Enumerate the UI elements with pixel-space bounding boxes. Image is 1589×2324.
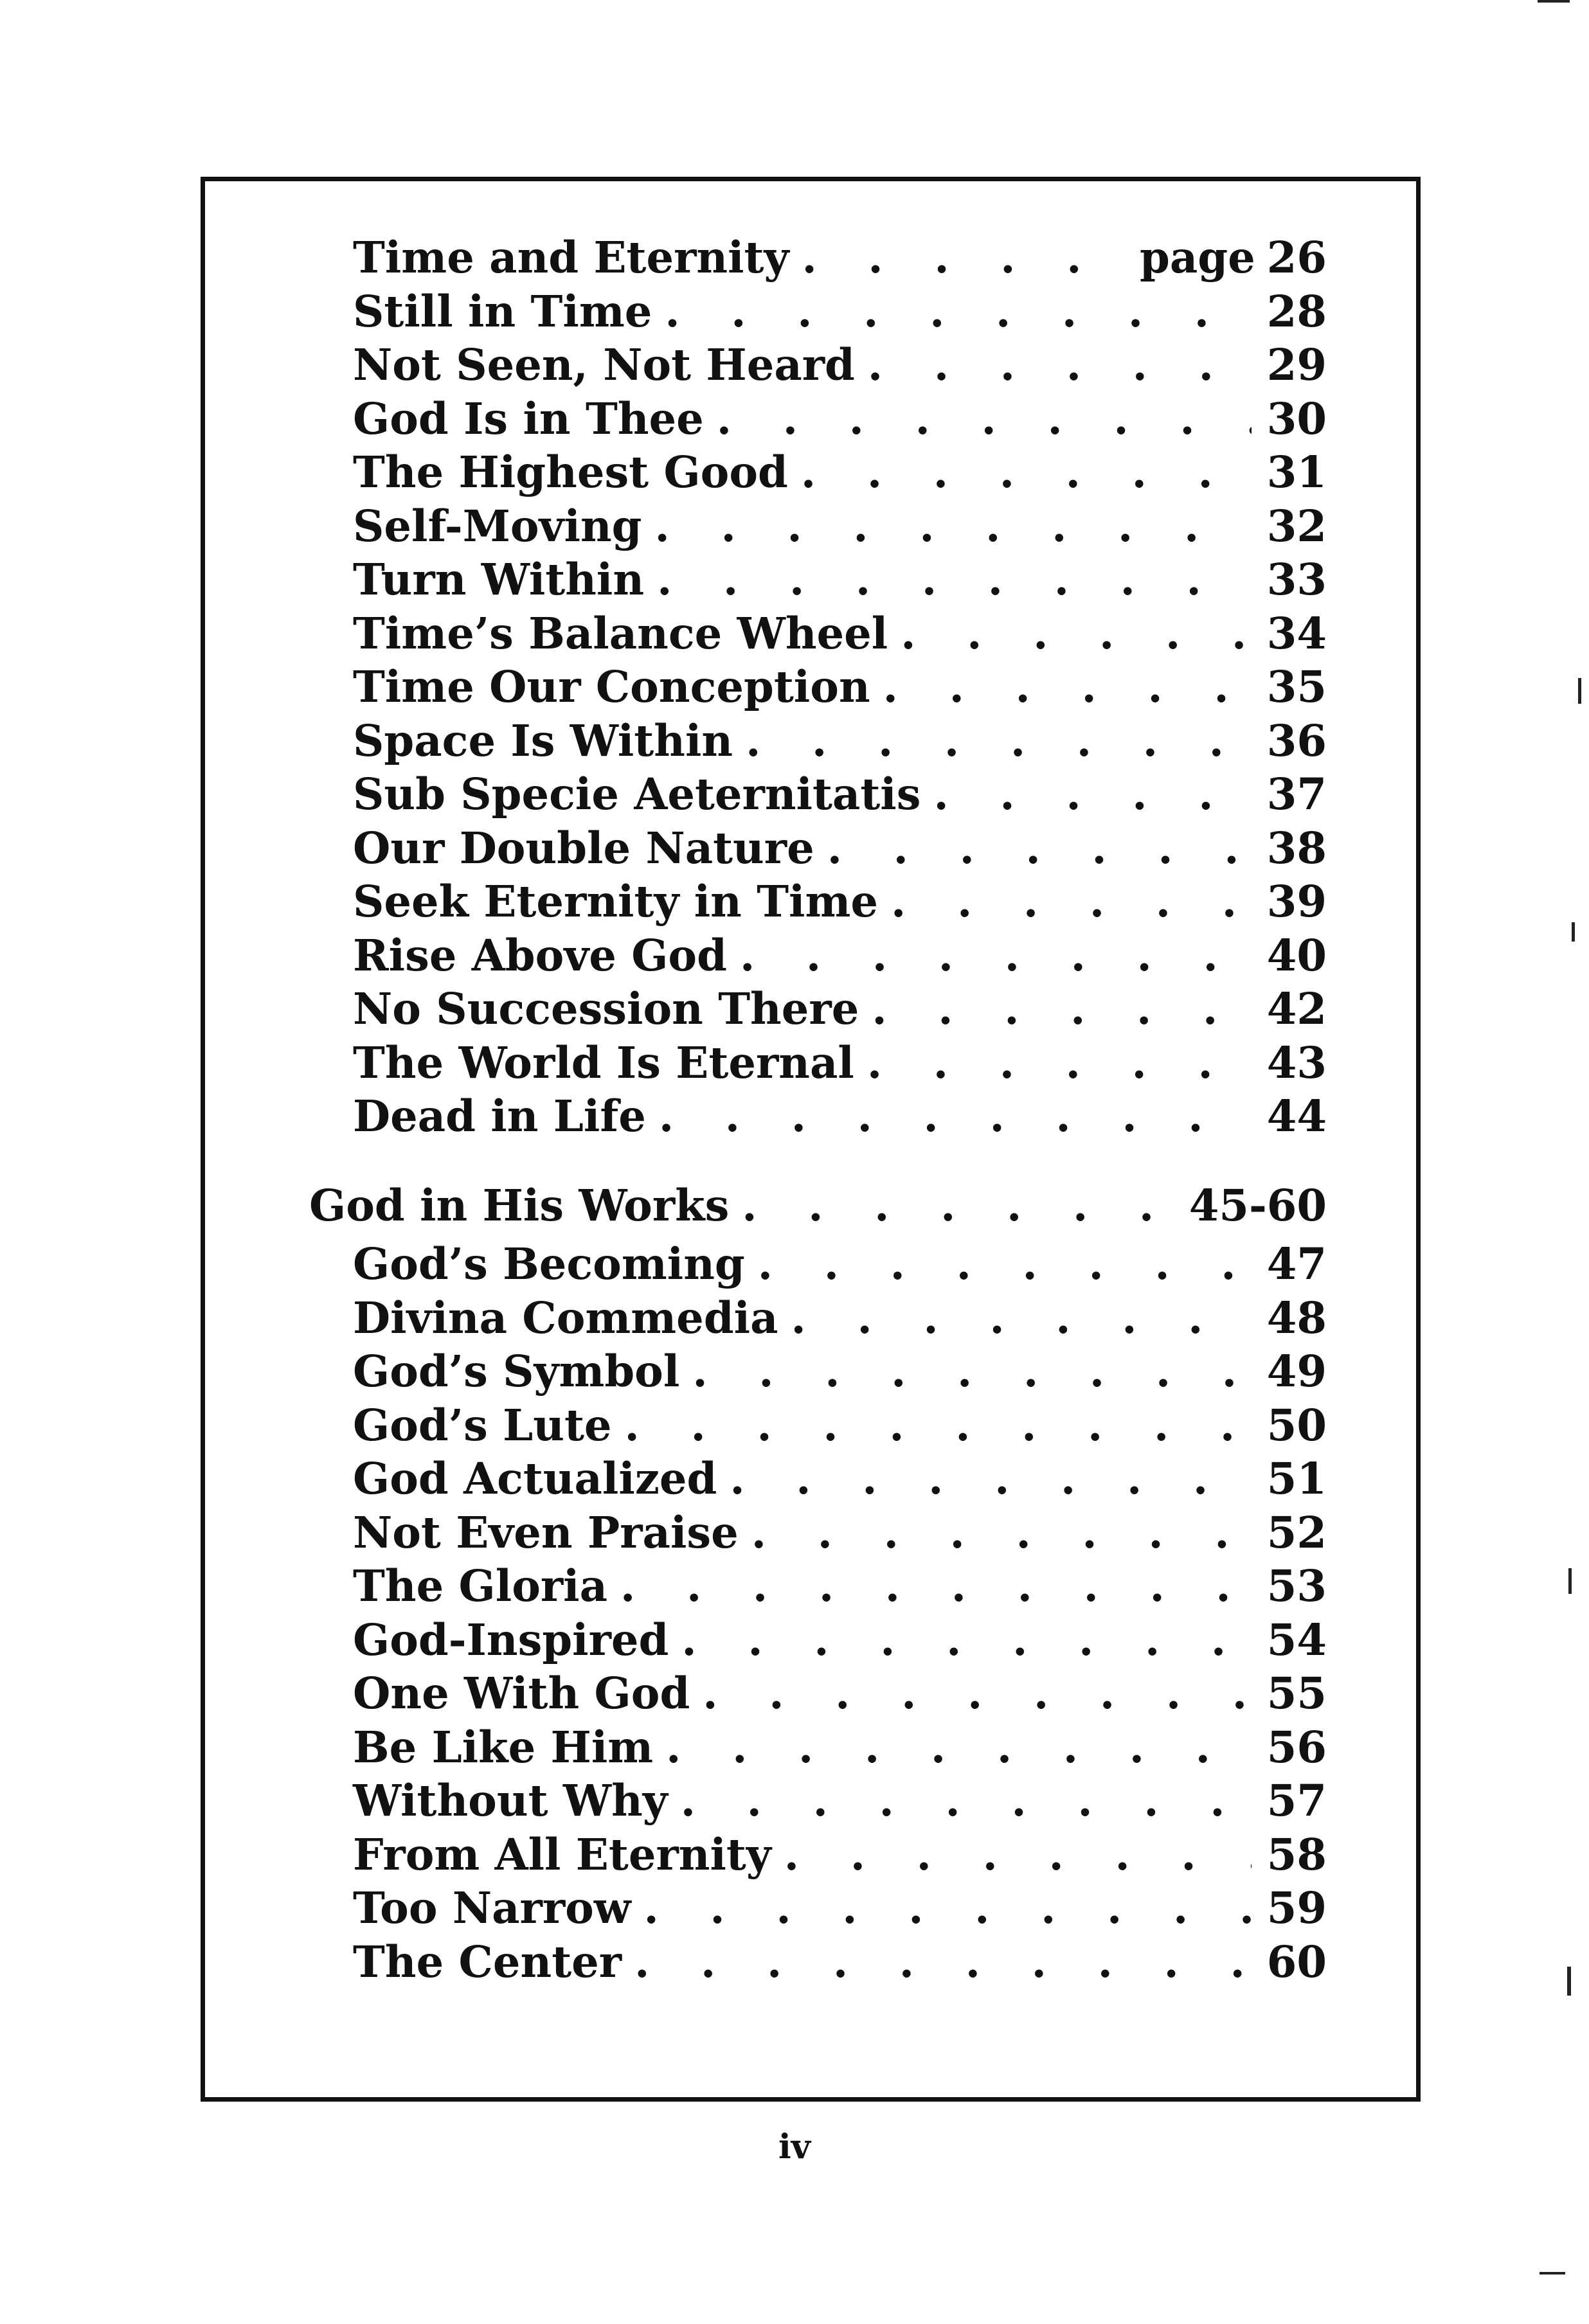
toc-entry: [353, 554, 1327, 612]
toc-entry-page: 31: [1266, 447, 1327, 497]
toc-entry-title: God’s Lute: [353, 1399, 612, 1451]
toc-entry-title: Time Our Conception: [353, 661, 870, 712]
toc-entry: [353, 1346, 1327, 1404]
toc-entry-title: Our Double Nature: [353, 822, 814, 873]
toc-entry-title: God’s Becoming: [353, 1238, 745, 1289]
toc-entry: [353, 929, 1327, 988]
toc-entry: [353, 500, 1327, 559]
dot-leader: [665, 290, 1251, 333]
toc-entry: [353, 1560, 1327, 1618]
scan-mark: [1538, 0, 1570, 3]
toc-entry-title: Dead in Life: [353, 1091, 646, 1141]
toc-entry: [353, 1506, 1327, 1565]
dot-leader: [883, 665, 1252, 708]
toc-entry-title: Sub Specie Aeternitatis: [353, 769, 921, 819]
dot-leader: [758, 1242, 1252, 1285]
toc-frame: [201, 177, 1421, 2102]
toc-entry: [353, 232, 1327, 290]
toc-entry-page: 57: [1266, 1775, 1327, 1826]
toc-entry-title: Divina Commedia: [353, 1292, 778, 1343]
toc-entry-page: 59: [1266, 1882, 1327, 1933]
dot-leader: [659, 1095, 1252, 1138]
toc-entry-title: God in His Works: [309, 1179, 730, 1231]
toc-entry-page: 28: [1266, 285, 1327, 337]
dot-leader: [625, 1404, 1252, 1447]
toc-entry: [353, 1882, 1327, 1940]
dot-leader: [634, 1940, 1252, 1983]
toc-entry-title: The Center: [353, 1936, 622, 1987]
dot-leader: [802, 236, 1124, 279]
toc-entry-title: Be Like Him: [353, 1721, 654, 1773]
toc-entry-page: 50: [1266, 1399, 1327, 1451]
toc-entry-title: Without Why: [353, 1775, 668, 1826]
toc-entry-title: Turn Within: [353, 554, 645, 605]
toc-entry-title: The World Is Eternal: [353, 1037, 854, 1088]
toc-section-heading: [309, 1179, 1327, 1238]
toc-entry-page: 38: [1266, 822, 1327, 873]
toc-entry-page: 39: [1266, 876, 1327, 927]
scan-mark: [1567, 1967, 1571, 1996]
scan-mark: [1578, 678, 1581, 704]
toc-entry-page: 30: [1266, 393, 1327, 444]
toc-entry-title: The Gloria: [353, 1560, 608, 1611]
toc-entry: [353, 1292, 1327, 1350]
dot-leader: [867, 1041, 1252, 1084]
toc-entry-title: Too Narrow: [353, 1882, 631, 1933]
toc-entry: [353, 339, 1327, 397]
toc-entry-page: 26: [1266, 232, 1327, 283]
toc-entry-page: 54: [1266, 1614, 1327, 1665]
toc-entry-page: 56: [1266, 1721, 1327, 1773]
dot-leader: [742, 1184, 1173, 1227]
toc-entry: [353, 1037, 1327, 1095]
toc-entry: [353, 1828, 1327, 1887]
toc-entry: [353, 876, 1327, 934]
toc-entry-page: 43: [1266, 1037, 1327, 1088]
toc-entry-page: 42: [1266, 983, 1327, 1034]
dot-leader: [692, 1350, 1251, 1393]
toc-entry-title: Not Seen, Not Heard: [353, 339, 855, 390]
toc-entry-title: One With God: [353, 1668, 690, 1719]
toc-entry-page: 58: [1266, 1828, 1327, 1880]
toc-entry-page: 32: [1266, 500, 1327, 551]
scan-mark: [1540, 2272, 1565, 2275]
dot-leader: [746, 719, 1252, 762]
toc-entry-page: 49: [1266, 1346, 1327, 1397]
dot-leader: [784, 1833, 1252, 1876]
toc-entry-page: 34: [1266, 607, 1327, 659]
toc-entry-page: 60: [1266, 1936, 1327, 1987]
toc-entry-title: Rise Above God: [353, 929, 727, 981]
toc-entry-page: 35: [1266, 661, 1327, 712]
dot-leader: [644, 1886, 1252, 1929]
toc-entry-title: Seek Eternity in Time: [353, 876, 879, 927]
toc-entry-title: God’s Symbol: [353, 1346, 680, 1397]
toc-entry: [353, 983, 1327, 1041]
toc-entry-title: Time and Eternity: [353, 232, 789, 283]
dot-leader: [681, 1618, 1251, 1661]
toc-entry: [353, 1614, 1327, 1672]
toc-entry-page: 48: [1266, 1292, 1327, 1343]
toc-entry-page: 51: [1266, 1453, 1327, 1504]
toc-entry: [353, 1238, 1327, 1296]
dot-leader: [681, 1779, 1252, 1822]
dot-leader: [872, 987, 1251, 1030]
toc-entry: [353, 1775, 1327, 1833]
toc-entry-page: 45-60: [1189, 1179, 1327, 1231]
toc-entry-title: No Succession There: [353, 983, 859, 1034]
dot-leader: [801, 451, 1252, 494]
toc-entry: [353, 607, 1327, 666]
toc-entry-title: Self-Moving: [353, 500, 642, 551]
toc-entry-title: Space Is Within: [353, 715, 733, 766]
toc-entry: [353, 1453, 1327, 1511]
toc-entry: [353, 1668, 1327, 1726]
toc-entry-page: 29: [1266, 339, 1327, 390]
dot-leader: [730, 1457, 1251, 1500]
toc-entry-title: God Actualized: [353, 1453, 717, 1504]
toc-entry: [353, 1936, 1327, 1994]
dot-leader: [891, 880, 1252, 923]
dot-leader: [703, 1672, 1251, 1715]
dot-leader: [827, 827, 1252, 870]
toc-entry: [353, 822, 1327, 880]
toc-entry-page: 44: [1266, 1091, 1327, 1141]
toc-entry: [353, 715, 1327, 773]
dot-leader: [901, 612, 1252, 655]
table-of-contents: [205, 181, 1416, 2097]
toc-entry-page: 40: [1266, 929, 1327, 981]
toc-entry: [353, 661, 1327, 719]
dot-leader: [868, 343, 1252, 386]
toc-entry-title: Still in Time: [353, 285, 652, 337]
toc-entry: [353, 285, 1327, 344]
toc-entry-page: 52: [1266, 1506, 1327, 1558]
dot-leader: [740, 934, 1252, 977]
dot-leader: [666, 1726, 1252, 1769]
toc-entry: [353, 393, 1327, 451]
dot-leader: [751, 1511, 1252, 1554]
toc-entry: [353, 1399, 1327, 1458]
toc-entry-page: 37: [1266, 769, 1327, 819]
dot-leader: [655, 505, 1252, 548]
toc-entry: [353, 1091, 1327, 1149]
page-label: page: [1140, 232, 1255, 283]
toc-entry-page: 33: [1266, 554, 1327, 605]
scan-mark: [1568, 1568, 1572, 1594]
toc-entry: [353, 1721, 1327, 1780]
dot-leader: [717, 397, 1252, 440]
toc-entry-title: God Is in Thee: [353, 393, 704, 444]
toc-entry-title: God-Inspired: [353, 1614, 669, 1665]
toc-entry: [353, 447, 1327, 505]
dot-leader: [933, 773, 1251, 816]
dot-leader: [620, 1564, 1252, 1607]
toc-entry-page: 55: [1266, 1668, 1327, 1719]
toc-entry-title: Not Even Praise: [353, 1506, 739, 1558]
toc-entry-title: The Highest Good: [353, 447, 788, 497]
toc-entry-title: From All Eternity: [353, 1828, 771, 1880]
page-number: iv: [778, 2127, 811, 2167]
dot-leader: [657, 558, 1252, 601]
toc-entry-title: Time’s Balance Wheel: [353, 607, 888, 659]
scan-mark: [1572, 922, 1575, 942]
toc-entry: [353, 769, 1327, 827]
dot-leader: [791, 1296, 1252, 1339]
toc-entry-page: 53: [1266, 1560, 1327, 1611]
toc-entry-page: 47: [1266, 1238, 1327, 1289]
toc-entry-page: 36: [1266, 715, 1327, 766]
